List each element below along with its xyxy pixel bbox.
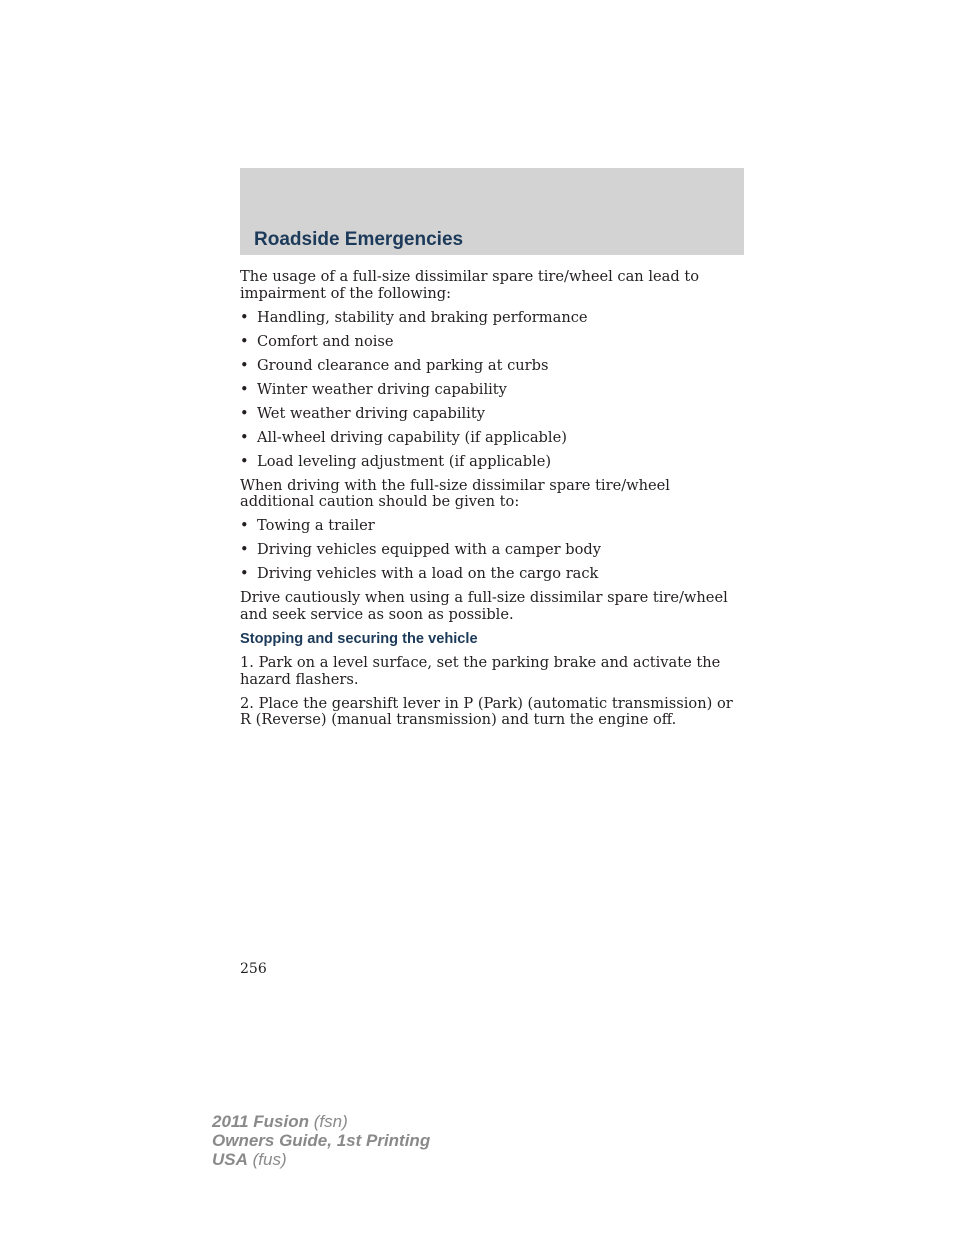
document-footer (212, 1112, 430, 1169)
step-paragraph: 2. Place the gearshift lever in P (Park) (automatic transmission) or R (Reverse) (manual transmission) and turn the engine off. (240, 694, 733, 728)
list-item-text: All-wheel driving capability (if applicable) (257, 428, 567, 446)
bullet-icon: • (240, 452, 249, 470)
bullet-icon: • (240, 356, 249, 374)
footer-market-code: (fus) (252, 1150, 287, 1169)
bullet-icon: • (240, 404, 249, 422)
bullet-icon: • (240, 565, 249, 582)
list-item-text: Wet weather driving capability (257, 404, 485, 422)
bullet-icon: • (240, 308, 249, 326)
list-item-text: Load leveling adjustment (if applicable) (257, 452, 552, 470)
list-item (240, 334, 740, 351)
bullet-icon: • (240, 517, 249, 534)
list-item-text: Ground clearance and parking at curbs (257, 356, 549, 374)
list-item (240, 382, 740, 399)
bullet-icon: • (240, 380, 249, 398)
bullet-icon: • (240, 428, 249, 446)
section-header-band (240, 168, 744, 255)
section-title: Roadside Emergencies (254, 229, 464, 250)
drive-note-paragraph: Drive cautiously when using a full-size dissimilar spare tire/wheel and seek service as soon as possible. (240, 589, 728, 623)
list-item-text: Driving vehicles with a load on the cargo rack (257, 565, 599, 582)
list-item (240, 310, 740, 327)
bullet-icon: • (240, 332, 249, 350)
list-item-text: Towing a trailer (257, 517, 375, 534)
page-content (240, 269, 740, 736)
footer-model: 2011 Fusion (212, 1112, 309, 1131)
footer-line-market (212, 1150, 430, 1169)
footer-guide: Owners Guide, 1st Printing (212, 1131, 431, 1150)
footer-line-guide (212, 1131, 430, 1150)
caution-intro-paragraph: When driving with the full-size dissimilar spare tire/wheel additional caution should be given to: (240, 476, 670, 510)
bullet-icon: • (240, 541, 249, 558)
list-item (240, 518, 740, 535)
impairment-list (240, 310, 740, 471)
footer-model-code: (fsn) (313, 1112, 348, 1131)
footer-market: USA (212, 1150, 248, 1169)
list-item-text: Handling, stability and braking performance (257, 308, 588, 326)
step-paragraph: 1. Park on a level surface, set the parking brake and activate the hazard flashers. (240, 654, 721, 688)
list-item (240, 358, 740, 375)
list-item-text: Driving vehicles equipped with a camper body (257, 541, 601, 558)
intro-paragraph: The usage of a full-size dissimilar spare tire/wheel can lead to impairment of the following: (240, 268, 699, 302)
list-item (240, 430, 740, 447)
list-item-text: Comfort and noise (257, 332, 394, 350)
caution-list (240, 518, 740, 583)
list-item (240, 406, 740, 423)
list-item (240, 566, 740, 583)
page-number: 256 (240, 961, 267, 977)
footer-line-model (212, 1112, 430, 1131)
list-item-text: Winter weather driving capability (257, 380, 507, 398)
list-item (240, 542, 740, 559)
list-item (240, 454, 740, 471)
subsection-title: Stopping and securing the vehicle (240, 631, 478, 647)
